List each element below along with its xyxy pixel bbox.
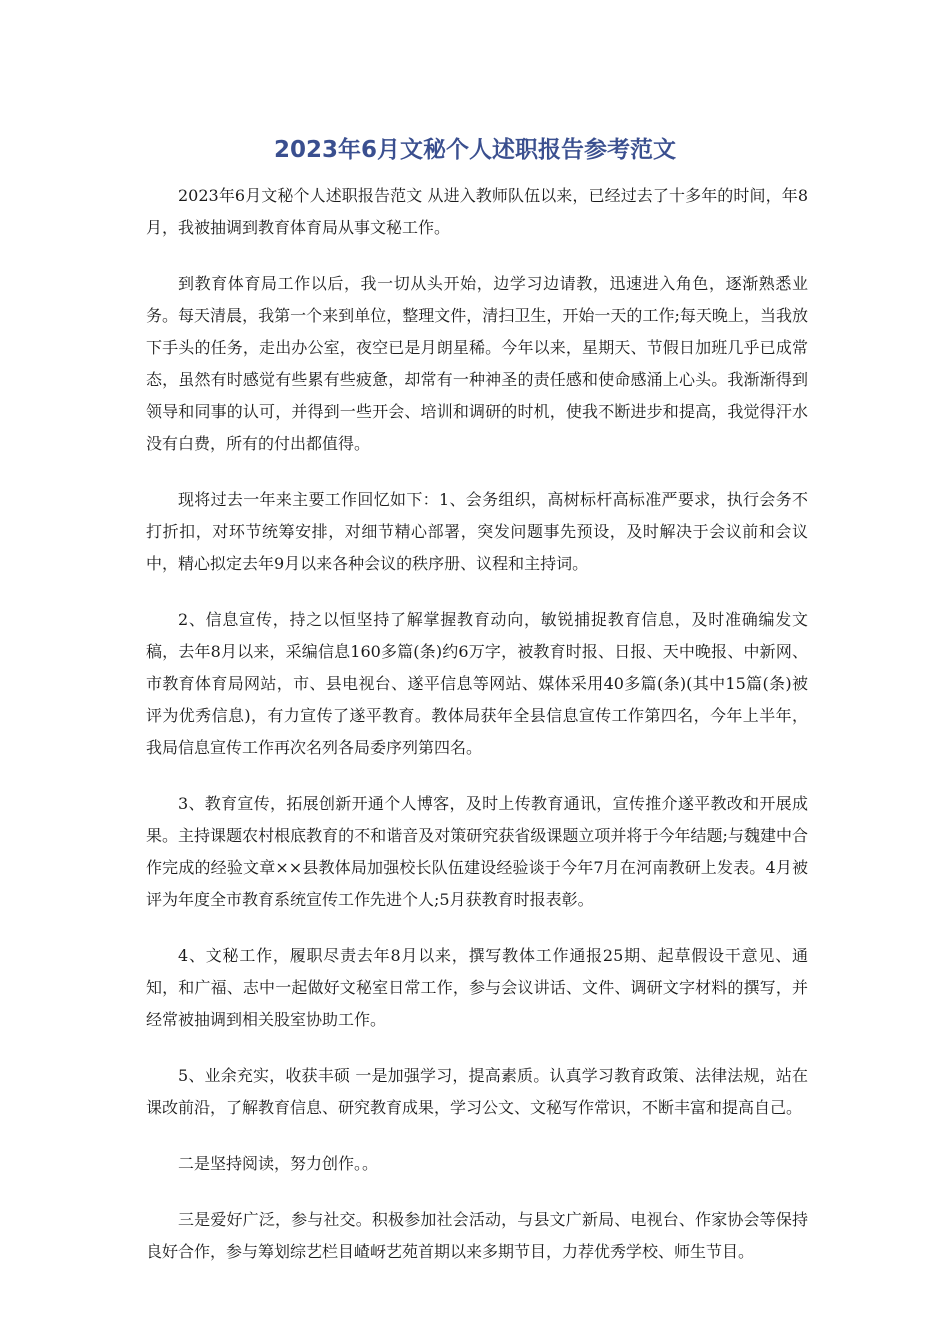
paragraph: 4、文秘工作，履职尽责去年8月以来，撰写教体工作通报25期、起草假设干意见、通知，和广福、志中一起做好文秘室日常工作，参与会议讲话、文件、调研文字材料的撰写，并经常被抽调到相关股室协助工作。: [146, 946, 808, 1029]
document-body: [146, 180, 808, 1292]
paragraph: 5、业余充实，收获丰硕 一是加强学习，提高素质。认真学习教育政策、法律法规，站在课改前沿，了解教育信息、研究教育成果，学习公文、文秘写作常识，不断丰富和提高自己。: [146, 1066, 808, 1117]
paragraph: 二是坚持阅读，努力创作。。: [178, 1154, 379, 1173]
document-title: 2023年6月文秘个人述职报告参考范文: [273, 137, 677, 163]
paragraph: 现将过去一年来主要工作回忆如下：1、会务组织，高树标杆高标准严要求，执行会务不打折扣，对环节统筹安排，对细节精心部署，突发问题事先预设，及时解决于会议前和会议中，精心拟定去年9月以来各种会议的秩序册、议程和主持词。: [146, 490, 808, 573]
paragraph: 到教育体育局工作以后，我一切从头开始，边学习边请教，迅速进入角色，逐渐熟悉业务。每天清晨，我第一个来到单位，整理文件，清扫卫生，开始一天的工作;每天晚上，当我放下手头的任务，走出办公室，夜空已是月朗星稀。今年以来，星期天、节假日加班几乎已成常态，虽然有时感觉有些累有些疲惫，却常有一种神圣的责任感和使命感涌上心头。我渐渐得到领导和同事的认可，并得到一些开会、培训和调研的时机，使我不断进步和提高，我觉得汗水没有白费，所有的付出都值得。: [146, 274, 808, 453]
paragraph: 2、信息宣传，持之以恒坚持了解掌握教育动向，敏锐捕捉教育信息，及时准确编发文稿，去年8月以来，采编信息160多篇(条)约6万字，被教育时报、日报、天中晚报、中新网、市教育体育局网站，市、县电视台、遂平信息等网站、媒体采用40多篇(条)(其中15篇(条)被评为优秀信息)，有力宣传了遂平教育。教体局获年全县信息宣传工作第四名，今年上半年，我局信息宣传工作再次名列各局委序列第四名。: [146, 610, 808, 757]
paragraph: 三是爱好广泛，参与社交。积极参加社会活动，与县文广新局、电视台、作家协会等保持良好合作，参与筹划综艺栏目嵖岈艺苑首期以来多期节目，力荐优秀学校、师生节目。: [146, 1210, 808, 1261]
paragraph: 2023年6月文秘个人述职报告范文 从进入教师队伍以来，已经过去了十多年的时间，年8月，我被抽调到教育体育局从事文秘工作。: [146, 186, 808, 237]
paragraph: 3、教育宣传，拓展创新开通个人博客，及时上传教育通讯，宣传推介遂平教改和开展成果。主持课题农村根底教育的不和谐音及对策研究获省级课题立项并将于今年结题;与魏建中合作完成的经验文章××县教体局加强校长队伍建设经验谈于今年7月在河南教研上发表。4月被评为年度全市教育系统宣传工作先进个人;5月获教育时报表彰。: [146, 794, 808, 909]
